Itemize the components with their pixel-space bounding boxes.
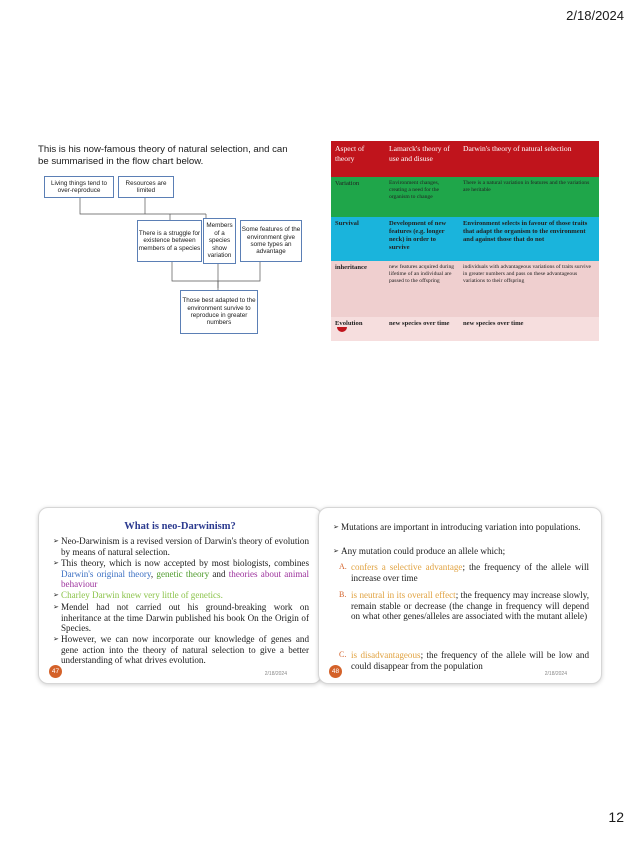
table-header-cell: Lamarck's theory of use and disuse bbox=[385, 141, 459, 177]
table-header-cell: Darwin's theory of natural selection bbox=[459, 141, 599, 177]
table-row bbox=[331, 217, 599, 261]
table-row bbox=[331, 317, 599, 341]
highlight-text: theories about animal behaviour bbox=[61, 568, 309, 589]
table-cell: Environment changes, creating a need for the organism to change bbox=[385, 177, 459, 217]
flow-box-resources: Resources are limited bbox=[118, 176, 174, 198]
bullet-text: Mendel had not carried out his ground-breaking work on inheritance at the time Darwin published his book On the Origin of Species. bbox=[61, 602, 309, 633]
list-item bbox=[339, 590, 590, 622]
arrow-bullet-icon: ➢ bbox=[53, 537, 59, 545]
list-letter: C. bbox=[339, 650, 347, 659]
list-item bbox=[339, 650, 589, 671]
bullet bbox=[53, 634, 309, 666]
table-header-cell: Aspect of theory bbox=[331, 141, 385, 177]
bullet bbox=[333, 546, 589, 557]
bullet bbox=[53, 590, 309, 601]
flow-box-environment: Some features of the environment give some types an advantage bbox=[240, 220, 302, 262]
table-row bbox=[331, 177, 599, 217]
highlight-text: is disadvantageous bbox=[351, 650, 421, 660]
bullet-text: Charley Darwin knew very little of genetics. bbox=[61, 590, 223, 600]
bullet-text: Any mutation could produce an allele which; bbox=[341, 546, 506, 556]
bullet-text: , bbox=[150, 568, 157, 579]
highlight-text: confers a selective advantage bbox=[351, 562, 463, 572]
table-cell: new features acquired during lifetime of an individual are passed to the offspring bbox=[385, 261, 459, 317]
table-cell: There is a natural variation in features and the variations are heritable bbox=[459, 177, 599, 217]
arrow-bullet-icon: ➢ bbox=[53, 591, 59, 599]
bullet bbox=[53, 602, 309, 634]
highlight-text: Darwin's original theory bbox=[61, 568, 151, 579]
bullet-text: This theory, which is now accepted by most biologists, combines bbox=[61, 558, 309, 568]
table-header-row bbox=[331, 141, 599, 177]
table-cell: Evolution bbox=[331, 317, 385, 341]
flow-box-struggle: There is a struggle for existence between members of a species bbox=[137, 220, 202, 262]
bullet-text: Neo-Darwinism is a revised version of Darwin's theory of evolution by means of natural selection. bbox=[61, 536, 309, 557]
page-number: 12 bbox=[608, 809, 624, 825]
table-cell: Survival bbox=[331, 217, 385, 261]
table-cell: new species over time bbox=[385, 317, 459, 341]
page-date: 2/18/2024 bbox=[566, 8, 624, 23]
list-item bbox=[339, 562, 589, 583]
bullet-text: and bbox=[209, 568, 229, 579]
table-cell: Development of new features (e.g. longer neck) in order to survive bbox=[385, 217, 459, 261]
table-cell: individuals with advantageous variations of traits survive in greater numbers and pass on these advantageous variations to their offspring bbox=[459, 261, 599, 317]
bullet bbox=[53, 536, 309, 557]
table-cell: Environment selects in favour of those traits that adapt the organism to the environment and against those that do not bbox=[459, 217, 599, 261]
bullet-text: Mutations are important in introducing variation into populations. bbox=[341, 522, 581, 532]
arrow-bullet-icon: ➢ bbox=[53, 635, 59, 643]
table-cell: new species over time bbox=[459, 317, 599, 341]
table-cell: inheritance bbox=[331, 261, 385, 317]
slide-48 bbox=[318, 507, 602, 684]
slide-number-badge: 48 bbox=[329, 665, 342, 678]
arrow-bullet-icon: ➢ bbox=[333, 547, 339, 555]
bullet bbox=[53, 558, 309, 590]
intro-text: This is his now-famous theory of natural selection, and can be summarised in the flow chart below. bbox=[38, 144, 288, 167]
list-letter: B. bbox=[339, 590, 347, 599]
arrow-bullet-icon: ➢ bbox=[53, 603, 59, 611]
list-text: ; the frequency may increase slowly, remain stable or decrease (the change in frequency will depend on what other genes/alleles are associated with the mutant allele) bbox=[351, 590, 590, 621]
slide-date: 2/18/2024 bbox=[544, 671, 567, 677]
table-cell: Variation bbox=[331, 177, 385, 217]
list-letter: A. bbox=[339, 562, 347, 571]
flow-box-overreproduce: Living things tend to over-reproduce bbox=[44, 176, 114, 198]
comparison-table bbox=[331, 141, 599, 341]
slide-title: What is neo-Darwinism? bbox=[124, 521, 236, 532]
slide-date: 2/18/2024 bbox=[264, 671, 287, 677]
highlight-text: is neutral in its overall effect bbox=[351, 590, 456, 600]
arrow-bullet-icon: ➢ bbox=[333, 523, 339, 531]
bullet bbox=[333, 522, 589, 533]
flow-box-variation: Members of a species show variation bbox=[203, 218, 236, 264]
highlight-text: genetic theory bbox=[156, 568, 210, 579]
slide-number-badge: 47 bbox=[49, 665, 62, 678]
list-text: ; the frequency of the allele will increase over time bbox=[351, 562, 589, 583]
table-row bbox=[331, 261, 599, 317]
bullet-text: However, we can now incorporate our knowledge of genes and gene action into the theory of natural selection to give a better understanding of what drives evolution. bbox=[61, 634, 309, 665]
arrow-bullet-icon: ➢ bbox=[53, 559, 59, 567]
list-text: ; the frequency of the allele will be low and could disappear from the population bbox=[351, 650, 589, 671]
flow-box-survival: Those best adapted to the environment survive to reproduce in greater numbers bbox=[180, 290, 258, 334]
slide-47 bbox=[38, 507, 322, 684]
